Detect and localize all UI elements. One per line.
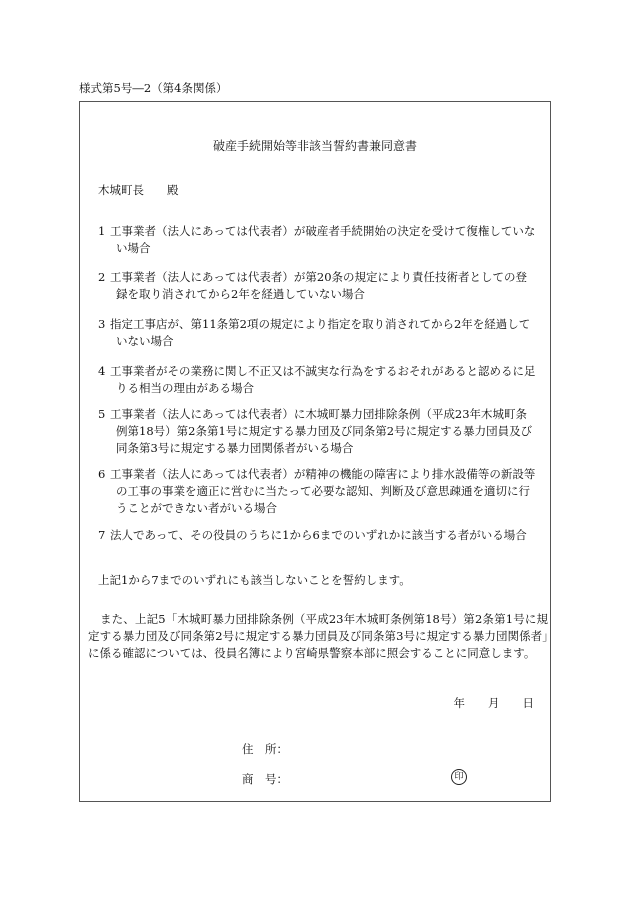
- item-text: 指定工事店が、第11条第2項の規定により指定を取り消されてから2年を経過していない場合: [110, 317, 531, 348]
- list-item: [98, 363, 538, 397]
- form-number-label: 様式第5号―2（第4条関係）: [79, 81, 228, 95]
- list-item: [98, 466, 538, 517]
- item-text: 工事業者（法人にあっては代表者）に木城町暴力団排除条例（平成23年木城町条例第18号）第2条第1号に規定する暴力団及び同条第2号に規定する暴力団員及び同条第3号に規定する暴力団関係者がいる場合: [110, 407, 533, 455]
- list-item: [98, 269, 538, 303]
- addressee: 木城町長 殿: [98, 183, 179, 197]
- item-number: 2: [98, 270, 106, 284]
- item-text: 法人であって、その役員のうちに1から6までのいずれかに該当する者がいる場合: [110, 528, 527, 542]
- item-text: 工事業者（法人にあっては代表者）が第20条の規定により責任技術者としての登録を取り消されてから2年を経過していない場合: [110, 270, 528, 301]
- consent-statement: また、上記5「木城町暴力団排除条例（平成23年木城町条例第18号）第2条第1号に規定する暴力団及び同条第2号に規定する暴力団員及び同条第3号に規定する暴力団関係者」に係る確認については、役員名簿により宮崎県警察本部に照会することに同意します。: [88, 612, 548, 660]
- document-frame: [79, 101, 551, 802]
- list-item: [98, 406, 538, 457]
- item-text: 工事業者（法人にあっては代表者）が精神の機能の障害により排水設備等の新設等の工事の事業を適正に営むに当たって必要な認知、判断及び意思疎通を適切に行うことができない者がいる場合: [110, 467, 536, 515]
- item-number: 3: [98, 317, 106, 331]
- document-title: 破産手続開始等非該当誓約書兼同意書: [212, 139, 417, 153]
- item-text: 工事業者（法人にあっては代表者）が破産者手続開始の決定を受けて復権していない場合: [110, 224, 536, 255]
- item-number: 7: [98, 528, 106, 542]
- address-label: 住 所：: [242, 742, 288, 756]
- item-number: 5: [98, 407, 106, 421]
- list-item: [98, 527, 538, 544]
- item-number: 1: [98, 224, 106, 238]
- trade-name-label: 商 号：: [242, 772, 288, 786]
- seal-mark: 印: [451, 769, 467, 785]
- item-number: 6: [98, 467, 106, 481]
- pledge-statement: 上記1から7までのいずれにも該当しないことを誓約します。: [98, 573, 411, 587]
- date-field: 年 月 日: [453, 696, 534, 710]
- list-item: [98, 223, 538, 257]
- item-text: 工事業者がその業務に関し不正又は不誠実な行為をするおそれがあると認めるに足りる相当の理由がある場合: [110, 364, 536, 395]
- list-item: [98, 316, 538, 350]
- item-number: 4: [98, 364, 106, 378]
